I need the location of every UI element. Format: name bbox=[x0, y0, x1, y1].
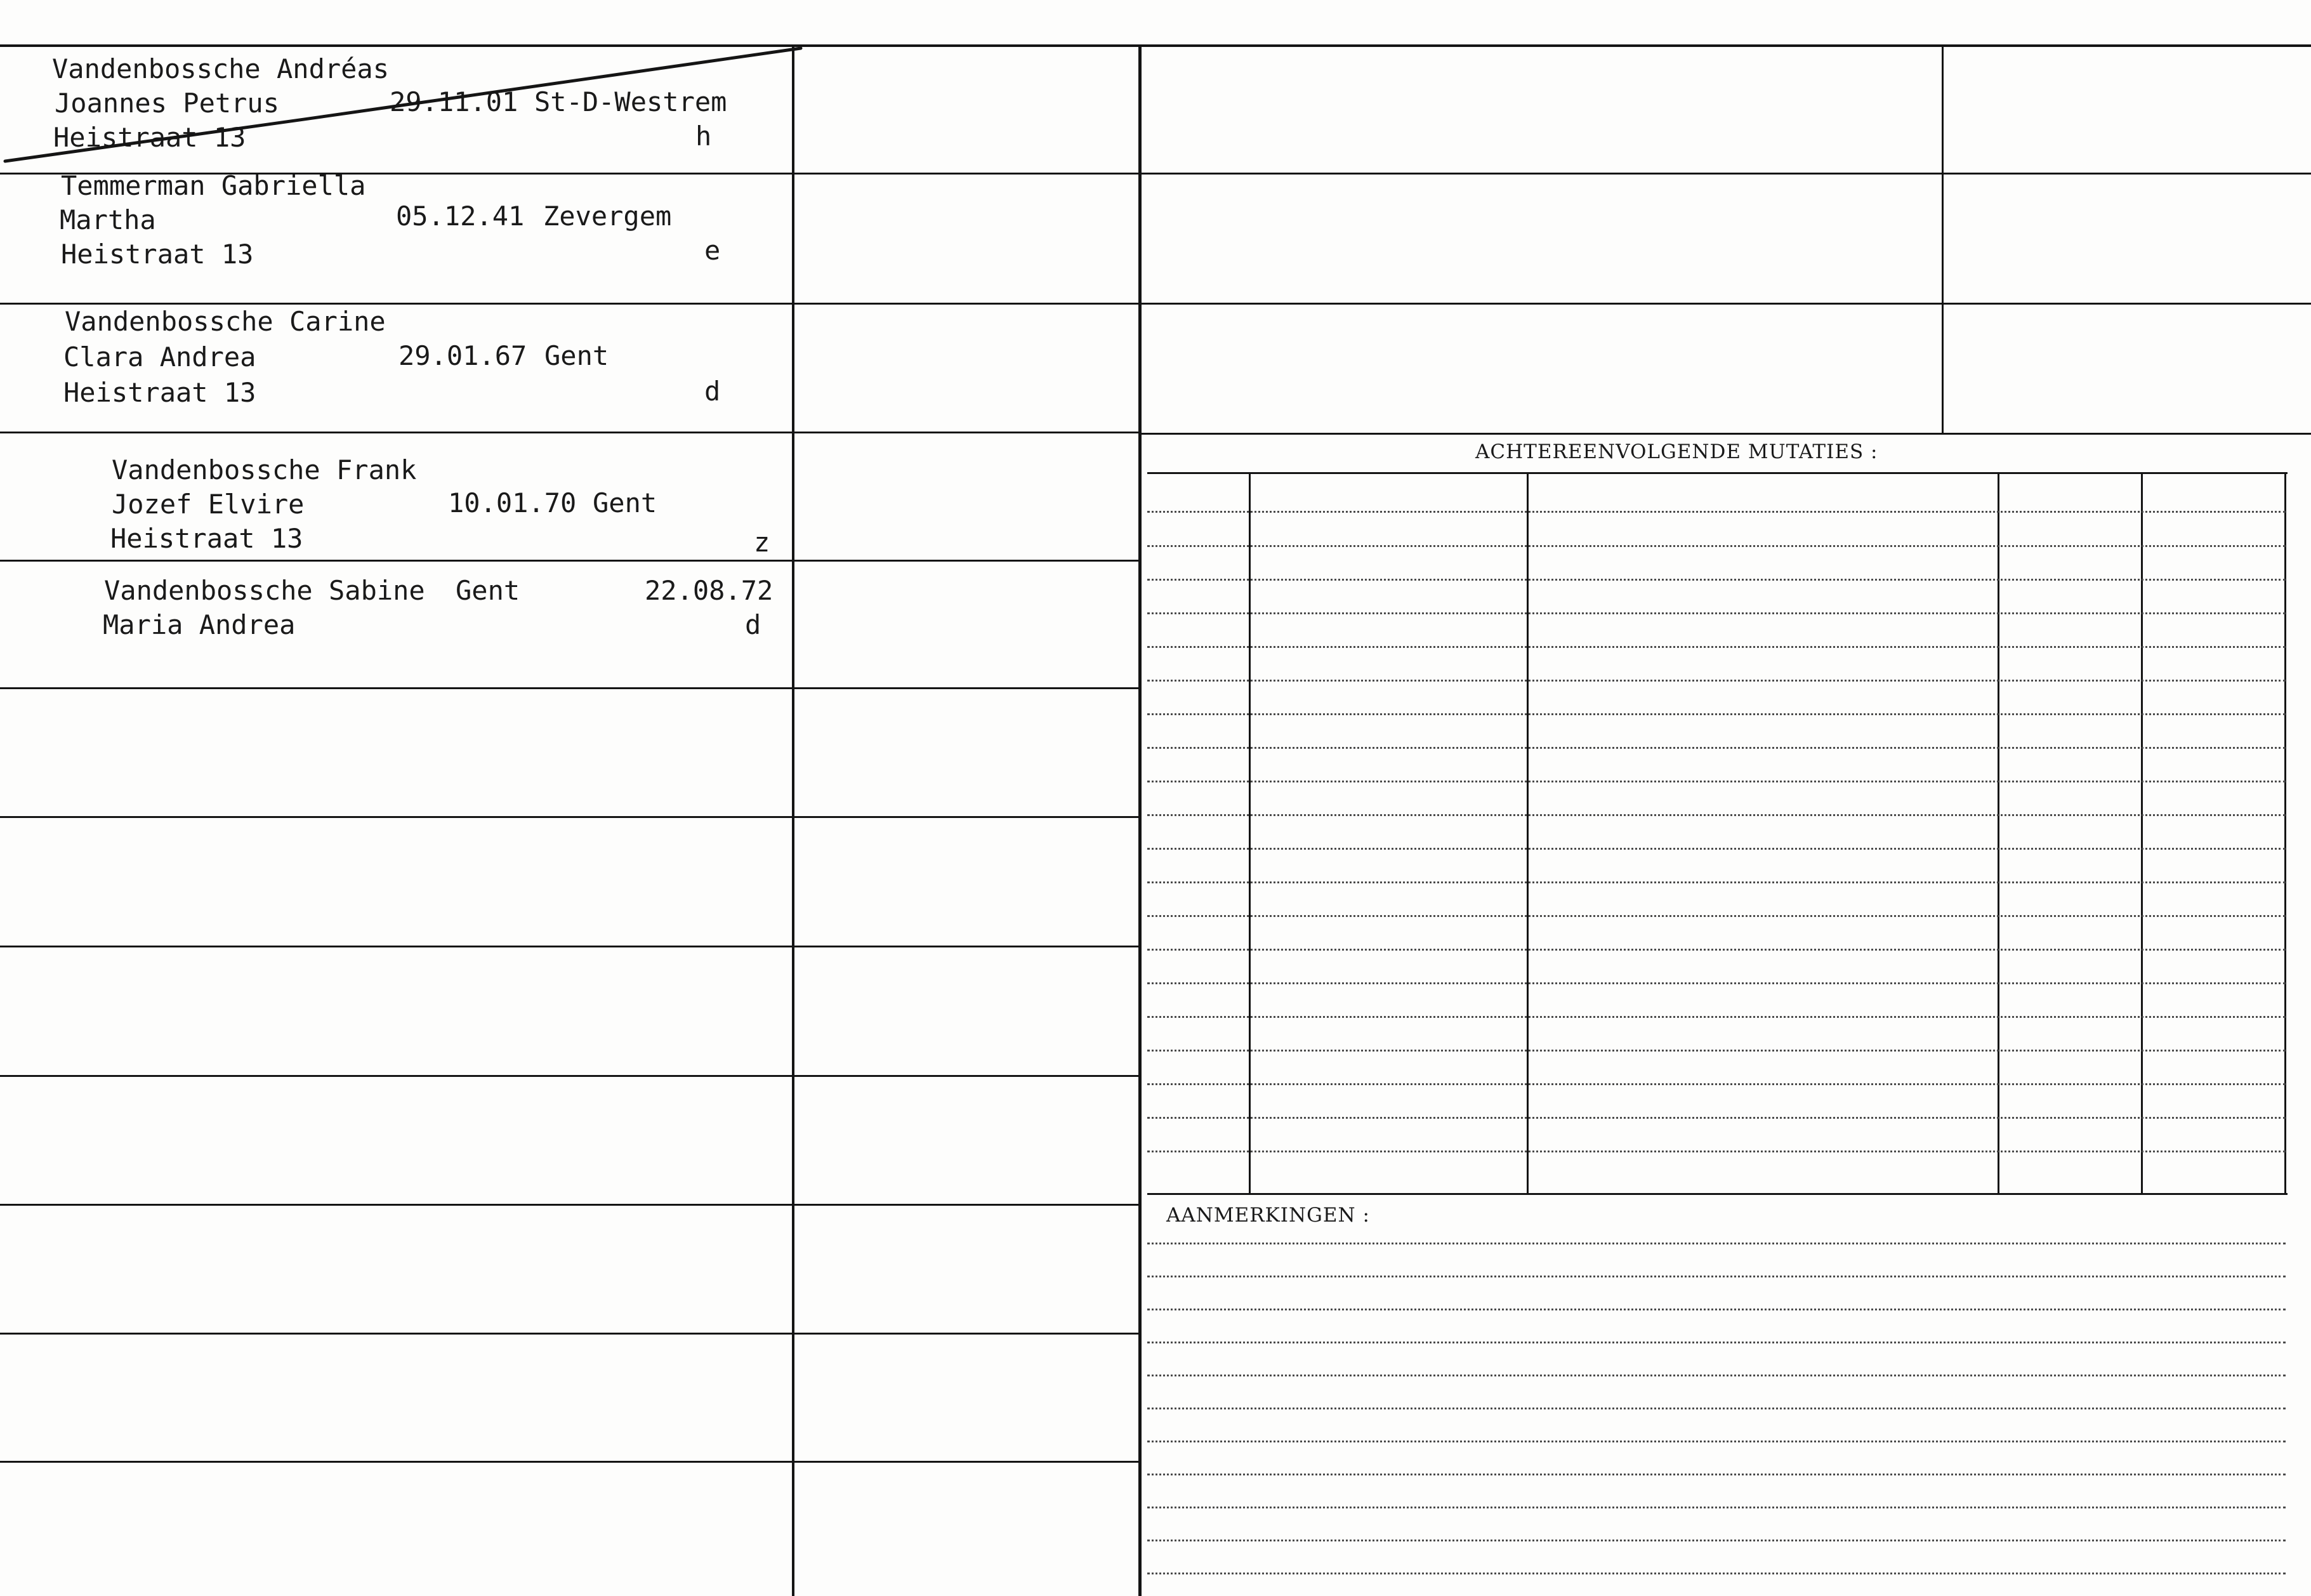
record-3-address: Heistraat 13 bbox=[63, 377, 256, 408]
record-1-given-names: Joannes Petrus bbox=[55, 88, 280, 119]
record-3-given-names: Clara Andrea bbox=[63, 341, 256, 373]
record-3-name: Vandenbossche Carine bbox=[65, 306, 386, 337]
record-3-birth-place: Gent bbox=[544, 340, 609, 371]
record-2-birth-place: Zevergem bbox=[543, 201, 672, 232]
record-1-birth-place: St-D-Westrem bbox=[534, 86, 727, 117]
record-2-birth-date: 05.12.41 bbox=[396, 201, 525, 232]
remarks-heading: AANMERKINGEN : bbox=[1166, 1204, 1370, 1227]
record-2-name: Temmerman Gabriella bbox=[61, 170, 366, 201]
record-2-given-names: Martha bbox=[60, 204, 156, 235]
record-2-code: e bbox=[704, 235, 721, 266]
record-5-name: Vandenbossche Sabine bbox=[104, 575, 425, 606]
record-5-birth-date: 22.08.72 bbox=[645, 575, 774, 606]
record-1-name: Vandenbossche Andréas bbox=[52, 53, 390, 84]
mutations-heading: ACHTEREENVOLGENDE MUTATIES : bbox=[1475, 440, 1878, 463]
record-4-birth-date: 10.01.70 bbox=[448, 487, 577, 518]
record-5-given-names: Maria Andrea bbox=[103, 609, 296, 640]
record-1-address: Heistraat 13 bbox=[53, 122, 246, 153]
record-4-name: Vandenbossche Frank bbox=[112, 454, 417, 485]
record-2-address: Heistraat 13 bbox=[61, 239, 254, 270]
record-5-birth-place: Gent bbox=[456, 575, 520, 606]
record-4-address: Heistraat 13 bbox=[110, 523, 303, 554]
record-3-birth-date: 29.01.67 bbox=[398, 340, 527, 371]
record-4-birth-place: Gent bbox=[593, 487, 657, 518]
record-5-code: d bbox=[745, 609, 761, 640]
record-1-code: h bbox=[695, 121, 712, 152]
record-4-code: z bbox=[754, 527, 770, 558]
record-1-birth-date: 29.11.01 bbox=[390, 86, 518, 117]
record-4-given-names: Jozef Elvire bbox=[112, 489, 305, 520]
record-3-code: d bbox=[704, 376, 721, 407]
